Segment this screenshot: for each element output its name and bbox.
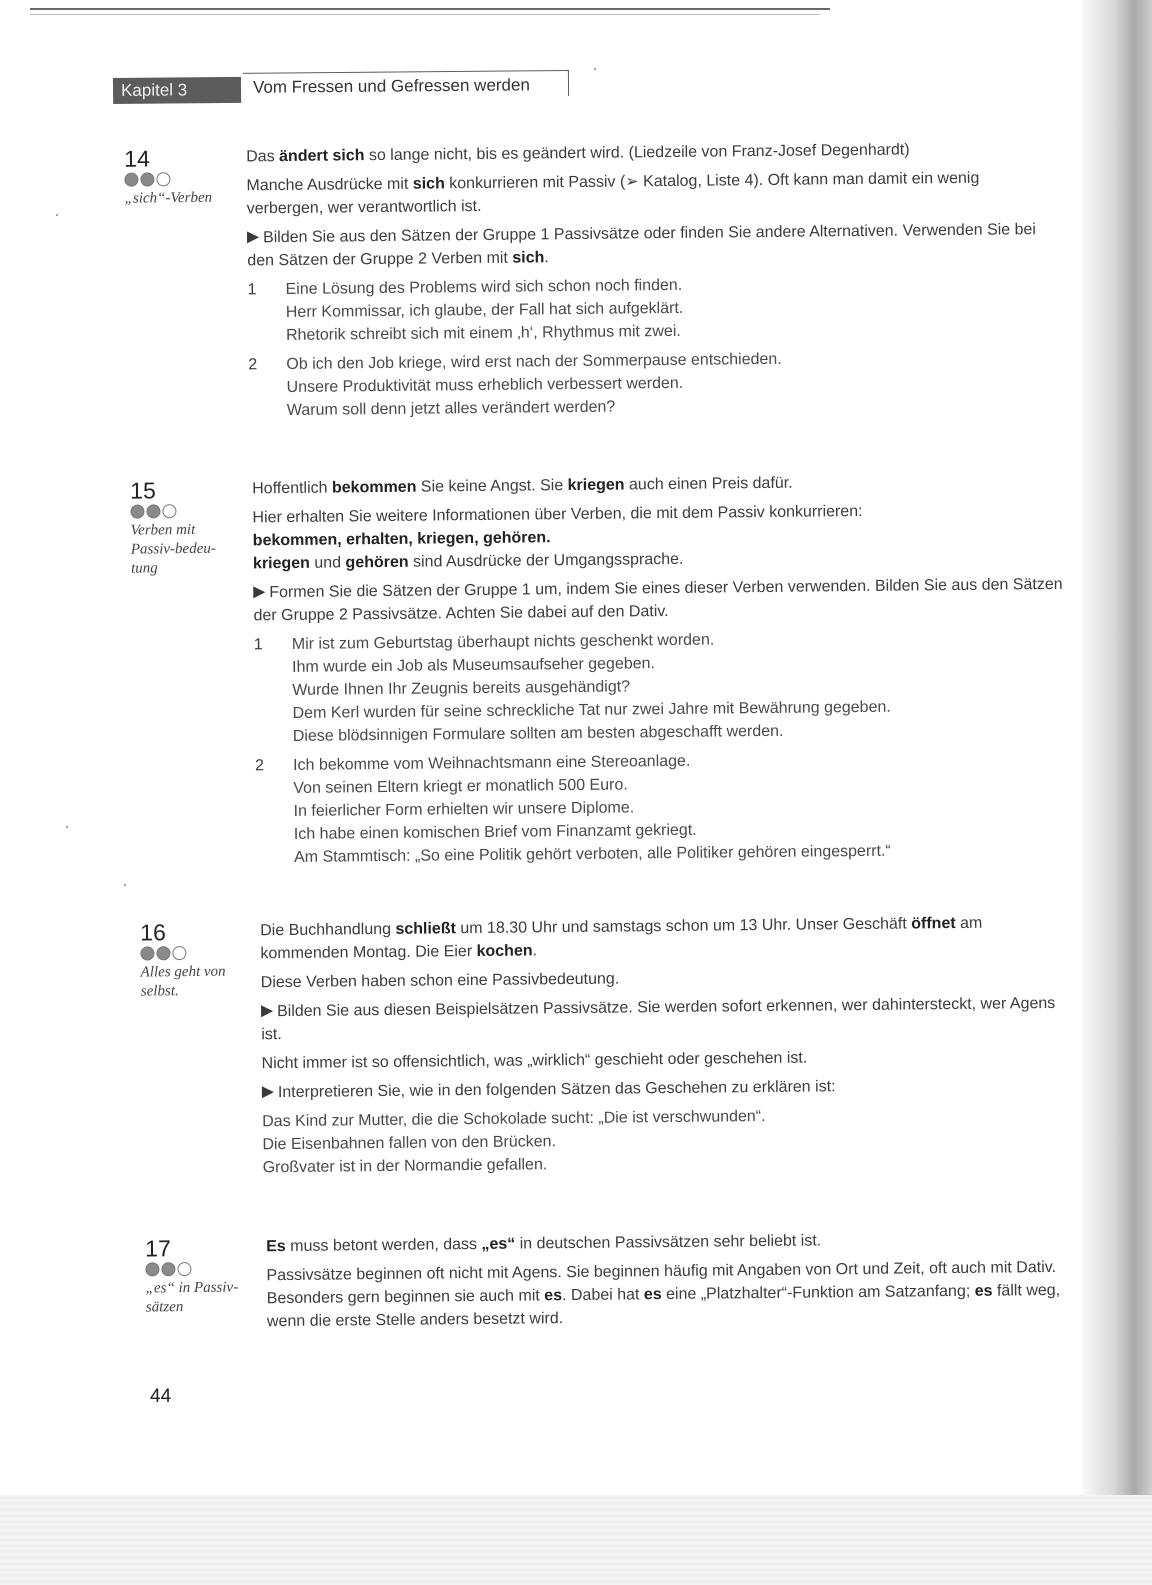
- explanation-2: Nicht immer ist so offensichtlich, was „wirklich“ geschieht oder geschehen ist.: [261, 1049, 808, 1073]
- exercise-topic: Verben mit Passiv-bedeu- tung: [130, 521, 216, 577]
- explanation: Diese Verben haben schon eine Passivbedeutung.: [260, 970, 620, 992]
- difficulty-indicator: [140, 945, 250, 960]
- task-instruction: Bilden Sie aus diesen Beispielsätzen Passivsätze. Sie werden sofort erkennen, wer dahintersteckt, wer Agens ist.: [261, 994, 1056, 1044]
- chapter-tag: Kapitel 3: [113, 77, 241, 104]
- list-item: Ihm wurde ein Job als Museumsaufseher gegeben.: [291, 655, 656, 676]
- explanation: Hier erhalten Sie weitere Informationen über Verben, die mit dem Passiv konkurrieren: bekommen, erhalten, kriegen, gehören. kriegen und gehören sind Ausdrücke der Umgangssprache.: [252, 502, 863, 573]
- difficulty-dot-filled: [140, 946, 154, 960]
- exercise-body: [246, 137, 1059, 428]
- list-item: Großvater ist in der Normandie gefallen.: [262, 1156, 548, 1177]
- difficulty-dot-empty: [177, 1262, 191, 1276]
- difficulty-dot-empty: [172, 946, 186, 960]
- list-item: Unsere Produktivität muss erheblich verbessert werden.: [286, 374, 684, 397]
- sentence-group-2: [255, 746, 1066, 869]
- exercise-sidebar: [140, 919, 251, 1001]
- exercise-number: 15: [130, 477, 156, 504]
- intro-sentence: Hoffentlich bekommen Sie keine Angst. Sie kriegen auch einen Preis dafür.: [252, 474, 793, 498]
- explanation: Passivsätze beginnen oft nicht mit Agens. Sie beginnen häufig mit Angaben von Ort und Zeit, oft auch mit Dativ. Besonders gern beginnen sie auch mit es. Dabei hat es eine „Platzhalter“-Funktion am Satzanfang; es fällt weg, wenn die erste Stelle anders besetzt wird.: [266, 1258, 1061, 1331]
- difficulty-dot-filled: [145, 1262, 159, 1276]
- intro-sentence: Die Buchhandlung schließt um 18.30 Uhr und samstags schon um 13 Uhr. Unser Geschäft öffnet am kommenden Montag. Die Eier kochen.: [260, 914, 983, 963]
- group-number: 1: [247, 281, 257, 299]
- arrow-icon: [247, 231, 259, 243]
- difficulty-dot-filled: [161, 1262, 175, 1276]
- exercise-body: [252, 469, 1066, 875]
- arrow-icon: [262, 1086, 274, 1098]
- group-number: 2: [248, 356, 258, 374]
- list-item: Eine Lösung des Problems wird sich schon noch finden.: [285, 276, 683, 299]
- example-list: [262, 1102, 1073, 1179]
- difficulty-indicator: [145, 1261, 255, 1276]
- explanation: Manche Ausdrücke mit sich konkurrieren mit Passiv (➢ Katalog, Liste 4). Oft kann man damit ein wenig verbergen, wer verantwortlich ist.: [246, 169, 980, 218]
- exercise-topic: „es“ in Passiv- sätzen: [145, 1279, 239, 1316]
- arrow-icon: [261, 1005, 273, 1017]
- list-item: Warum soll denn jetzt alles verändert werden?: [286, 398, 616, 420]
- intro-sentence: Das ändert sich so lange nicht, bis es geändert wird. (Liedzeile von Franz-Josef Degenhardt): [246, 141, 910, 166]
- exercise-sidebar: [130, 477, 241, 578]
- scan-margin-bottom: [0, 1495, 1152, 1585]
- list-item: Rhetorik schreibt sich mit einem ‚h‘, Rhythmus mit zwei.: [285, 322, 681, 345]
- exercise-topic: Alles geht von selbst.: [140, 963, 226, 1000]
- task-instruction-2: Interpretieren Sie, wie in den folgenden Sätzen das Geschehen zu erklären ist:: [262, 1073, 1072, 1104]
- exercise-17: [0, 1216, 1100, 1331]
- list-item: Dem Kerl wurden für seine schreckliche Tat nur zwei Jahre mit Bewährung gegeben.: [292, 698, 891, 722]
- scan-speck: [124, 884, 126, 886]
- exercise-16: [0, 900, 1100, 1177]
- exercise-number: 16: [140, 919, 166, 946]
- difficulty-dot-filled: [130, 504, 144, 518]
- top-rule-secondary: [30, 14, 820, 15]
- intro-sentence: Es muss betont werden, dass „es“ in deutschen Passivsätzen sehr beliebt ist.: [266, 1232, 822, 1256]
- group-number: 1: [253, 636, 263, 654]
- difficulty-dot-filled: [156, 946, 170, 960]
- scan-speck: [66, 826, 68, 828]
- exercise-body: [260, 911, 1073, 1179]
- list-item: Diese blödsinnigen Formulare sollten am besten abgeschafft werden.: [292, 722, 784, 745]
- difficulty-dot-filled: [146, 504, 160, 518]
- exercise-sidebar: [124, 146, 235, 209]
- difficulty-dot-empty: [162, 504, 176, 518]
- difficulty-dot-empty: [156, 172, 170, 186]
- exercise-number: 14: [124, 145, 150, 172]
- exercise-number: 17: [145, 1235, 171, 1262]
- list-item: Von seinen Eltern kriegt er monatlich 500 Euro.: [293, 776, 628, 797]
- exercise-topic: „sich“-Verben: [124, 189, 213, 207]
- list-item: Herr Kommissar, ich glaube, der Fall hat sich aufgeklärt.: [285, 299, 684, 322]
- task-instruction: Bilden Sie aus den Sätzen der Gruppe 1 Passivsätze oder finden Sie andere Alternativen. Verwenden Sie bei den Sätzen der Gruppe 2 Verben mit sich.: [247, 221, 1037, 270]
- exercise-body: [266, 1227, 1077, 1339]
- list-item: Am Stammtisch: „So eine Politik gehört verboten, alle Politiker gehören eingesperrt.“: [293, 842, 891, 866]
- list-item: Ich bekomme vom Weihnachtsmann eine Stereoanlage.: [293, 752, 691, 774]
- difficulty-indicator: [124, 172, 234, 187]
- list-item: Das Kind zur Mutter, die die Schokolade sucht: „Die ist verschwunden“.: [262, 1107, 766, 1131]
- difficulty-dot-filled: [140, 172, 154, 186]
- list-item: Wurde Ihnen Ihr Zeugnis bereits ausgehändigt?: [292, 678, 631, 699]
- group-number: 2: [255, 757, 265, 775]
- arrow-icon: [253, 586, 265, 598]
- list-item: Die Eisenbahnen fallen von den Brücken.: [262, 1133, 557, 1154]
- difficulty-indicator: [130, 503, 240, 518]
- sentence-group-2: [248, 345, 1059, 422]
- list-item: Mir ist zum Geburtstag überhaupt nichts geschenkt worden.: [291, 631, 715, 653]
- chapter-header: [113, 70, 573, 100]
- sentence-group-1: [247, 270, 1058, 347]
- list-item: In feierlicher Form erhielten wir unsere Diplome.: [293, 799, 635, 820]
- scan-speck: [56, 214, 58, 216]
- scan-speck: [594, 68, 596, 70]
- task-instruction: Formen Sie die Sätzen der Gruppe 1 um, indem Sie eines dieser Verben verwenden. Bilden Sie aus den Sätzen der Gruppe 2 Passivsätze. Achten Sie dabei auf den Dativ.: [253, 575, 1063, 625]
- exercise-sidebar: [145, 1235, 256, 1317]
- list-item: Ob ich den Job kriege, wird erst nach der Sommerpause entschieden.: [286, 350, 782, 374]
- list-item: Ich habe einen komischen Brief vom Finanzamt gekriegt.: [293, 821, 697, 843]
- difficulty-dot-filled: [124, 173, 138, 187]
- chapter-title: Vom Fressen und Gefressen werden: [243, 70, 569, 99]
- exercise-15: [0, 458, 1100, 866]
- exercise-14: [0, 128, 1100, 420]
- top-rule: [30, 8, 830, 10]
- page-number: 44: [150, 1386, 172, 1407]
- sentence-group-1: [254, 625, 1065, 748]
